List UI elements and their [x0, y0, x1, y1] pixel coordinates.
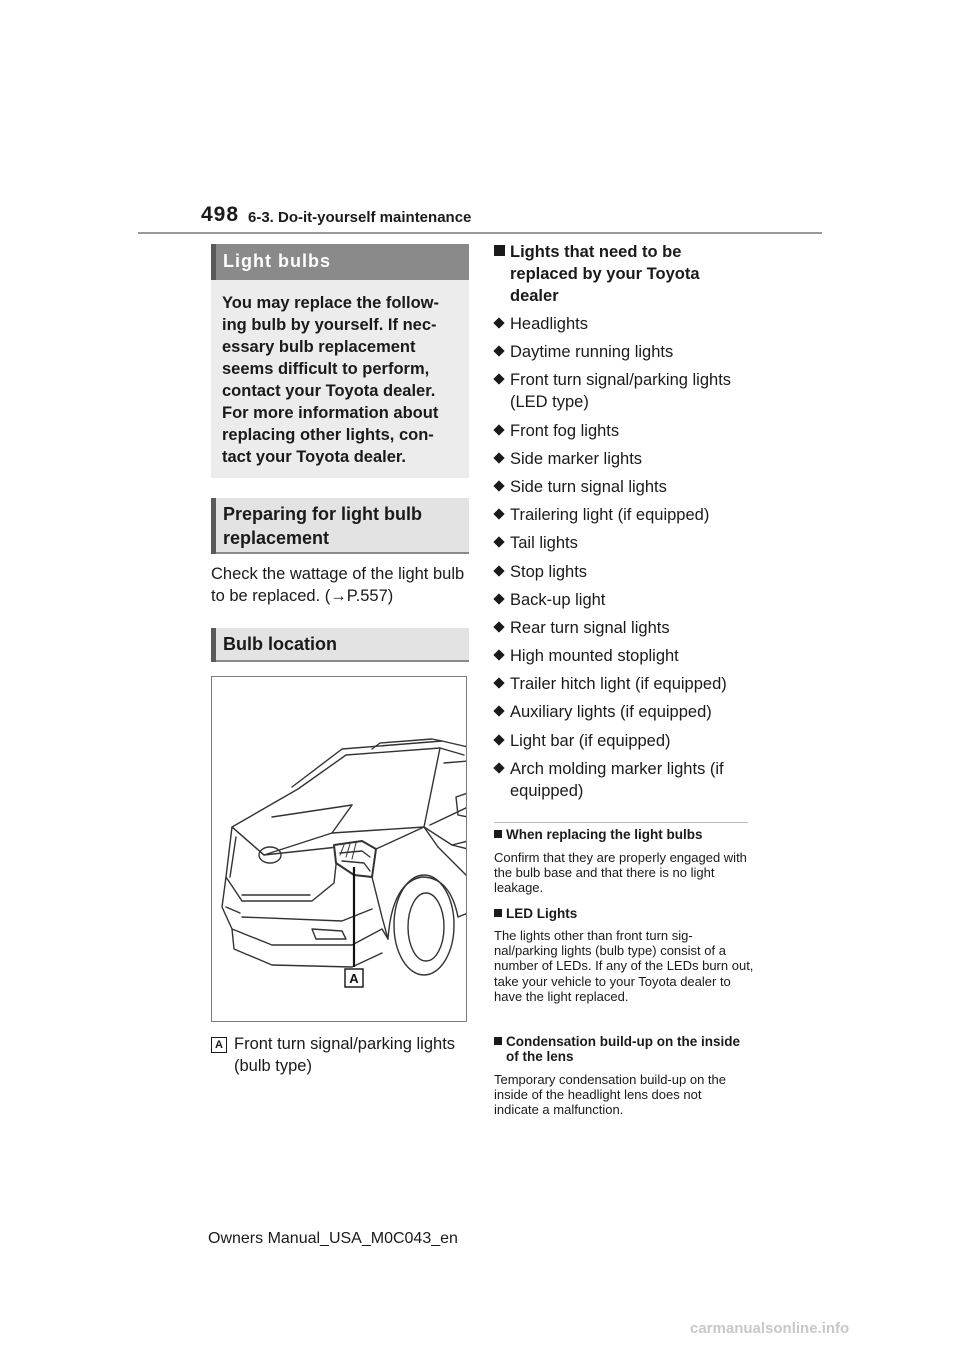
list-item: Trailer hitch light (if equipped) — [494, 673, 754, 695]
bulb-location-figure — [211, 676, 467, 1022]
diamond-bullet-icon — [493, 346, 504, 357]
diamond-bullet-icon — [493, 593, 504, 604]
preparing-text: Check the wattage of the light bulb to be replaced. (→P.557) — [211, 565, 465, 605]
notes-divider — [494, 822, 748, 823]
arrow-icon: → — [330, 587, 347, 605]
diamond-bullet-icon — [493, 424, 504, 435]
manual-id-footer: Owners Manual_USA_M0C043_en — [208, 1230, 458, 1247]
header-divider — [138, 232, 822, 234]
note-title-condensation: Condensation build-up on the inside of the lens — [494, 1034, 744, 1064]
list-item: Arch molding marker lights (if equipped) — [494, 758, 754, 802]
list-item: Side turn signal lights — [494, 476, 754, 498]
list-item: Front fog lights — [494, 420, 754, 442]
diamond-bullet-icon — [493, 452, 504, 463]
square-bullet-icon — [494, 909, 502, 917]
note-title-led: LED Lights — [494, 906, 754, 921]
caption-callout-label: A — [211, 1037, 227, 1053]
diamond-bullet-icon — [493, 706, 504, 717]
list-item: Back-up light — [494, 589, 754, 611]
diamond-bullet-icon — [493, 649, 504, 660]
diamond-bullet-icon — [493, 565, 504, 576]
list-item: Side marker lights — [494, 448, 754, 470]
light-bulbs-heading: Light bulbs — [211, 244, 469, 280]
square-bullet-icon — [494, 830, 502, 838]
list-item: Tail lights — [494, 532, 754, 554]
vehicle-illustration — [212, 677, 467, 1022]
square-bullet-icon — [494, 245, 505, 256]
note-text-replacing: Confirm that they are properly engaged with the bulb base and that there is no light leakage. — [494, 850, 747, 896]
list-item: Trailering light (if equipped) — [494, 504, 754, 526]
figure-caption: A Front turn signal/parking lights (bulb type) — [211, 1033, 469, 1055]
preparing-heading: Preparing for light bulb replacement — [211, 498, 469, 554]
lead-text: You may replace the follow-ing bulb by yourself. If nec-essary bulb replacement seems difficult to perform, contact your Toyota dealer. For more information about replacing other lights, con-tact your Toyota dealer. — [211, 280, 469, 478]
note-title-replacing: When replacing the light bulbs — [494, 827, 754, 842]
note-text-led: The lights other than front turn sig-nal/parking lights (bulb type) consist of a number of LEDs. If any of the LEDs burn out, take your vehicle to your Toyota dealer to have the light replaced. — [494, 928, 754, 1004]
diamond-bullet-icon — [493, 762, 504, 773]
list-item: Stop lights — [494, 561, 754, 583]
page-number: 498 — [201, 203, 240, 226]
bulb-location-heading: Bulb location — [211, 628, 469, 662]
note-text-condensation: Temporary condensation build-up on the inside of the headlight lens does not indicate a malfunction. — [494, 1072, 726, 1118]
diamond-bullet-icon — [493, 317, 504, 328]
diamond-bullet-icon — [493, 480, 504, 491]
diamond-bullet-icon — [493, 621, 504, 632]
list-item: Daytime running lights — [494, 341, 754, 363]
list-item: Auxiliary lights (if equipped) — [494, 701, 754, 723]
figure-callout-label: A — [349, 971, 359, 986]
diamond-bullet-icon — [493, 508, 504, 519]
list-item: High mounted stoplight — [494, 645, 754, 667]
dealer-lights-heading: Lights that need to be replaced by your Toyota dealer — [494, 241, 744, 307]
page-ref-link[interactable]: P.557) — [346, 587, 394, 605]
diamond-bullet-icon — [493, 678, 504, 689]
list-item: Headlights — [494, 313, 754, 335]
square-bullet-icon — [494, 1037, 502, 1045]
watermark: carmanualsonline.info — [690, 1320, 850, 1337]
diamond-bullet-icon — [493, 374, 504, 385]
section-title: 6-3. Do-it-yourself maintenance — [248, 209, 472, 226]
list-item: Light bar (if equipped) — [494, 730, 754, 752]
diamond-bullet-icon — [493, 734, 504, 745]
diamond-bullet-icon — [493, 537, 504, 548]
list-item: Front turn signal/parking lights (LED type) — [494, 369, 754, 413]
list-item: Rear turn signal lights — [494, 617, 754, 639]
dealer-lights-list — [494, 313, 754, 808]
